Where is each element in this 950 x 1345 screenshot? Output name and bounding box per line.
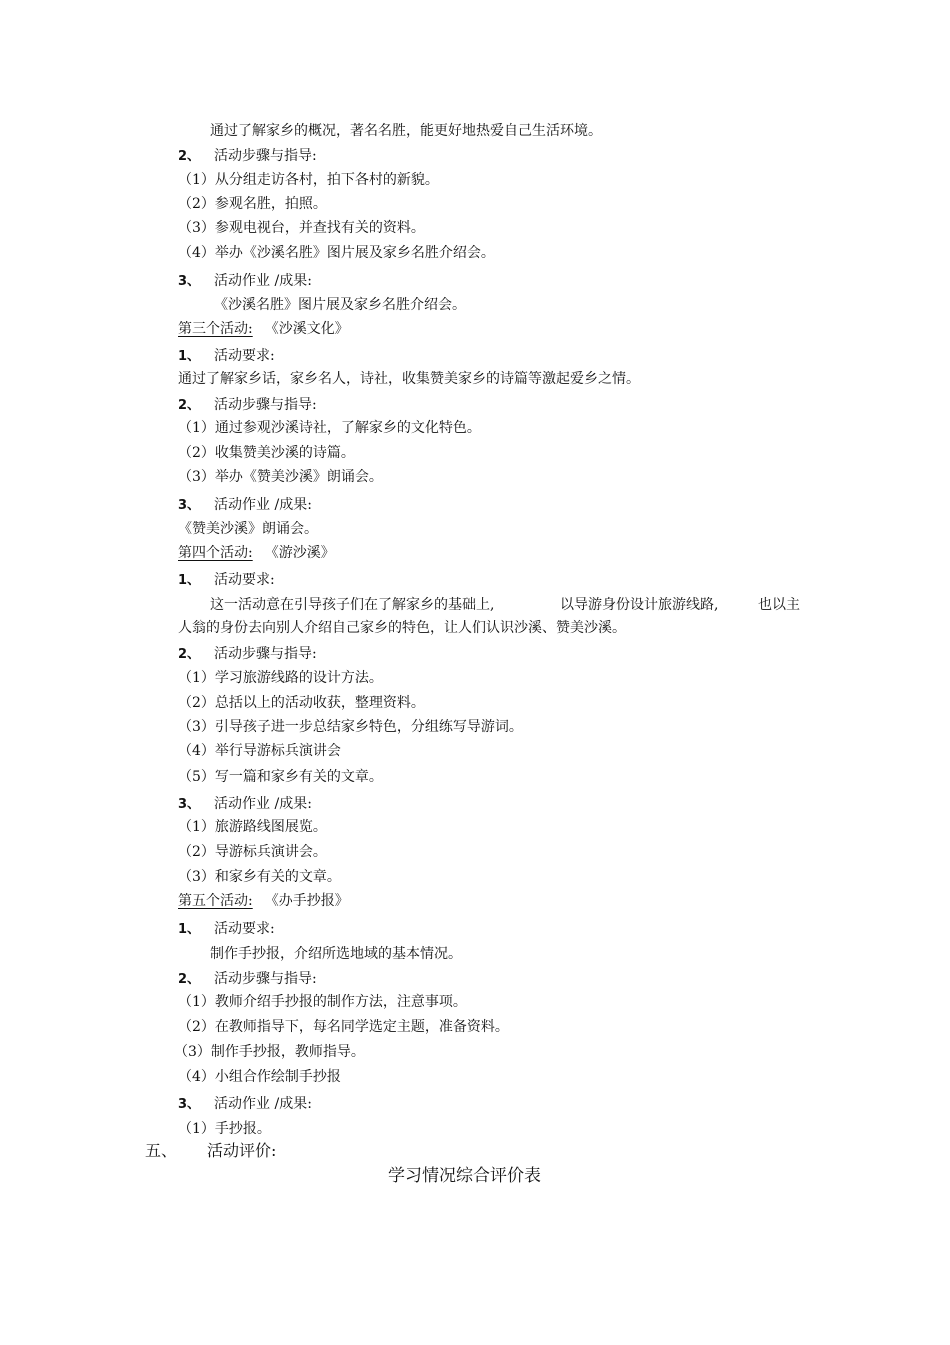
a2-steps-heading: 2、 活动步骤与指导: [178, 148, 317, 164]
a4-step-2: （2）总括以上的活动收获，整理资料。 [178, 695, 425, 711]
a3-step-3: （3）举办《赞美沙溪》朗诵会。 [178, 469, 383, 485]
a5-step-2: （2）在教师指导下，每名同学选定主题，准备资料。 [178, 1019, 509, 1035]
a5-req-heading: 1、 活动要求: [178, 921, 275, 937]
a2-step-3: （3）参观电视台，并查找有关的资料。 [178, 220, 425, 236]
a2-step-2: （2）参观名胜，拍照。 [178, 196, 327, 212]
a3-step-2: （2）收集赞美沙溪的诗篇。 [178, 445, 355, 461]
a4-steps-heading: 2、 活动步骤与指导: [178, 646, 317, 662]
a5-step-1: （1）教师介绍手抄报的制作方法，注意事项。 [178, 994, 467, 1010]
a5-step-3: （3）制作手抄报，教师指导。 [174, 1044, 365, 1060]
a4-req-text-part2: 以导游身份设计旅游线路, [560, 597, 719, 613]
section-5-heading: 五、 活动评价: [145, 1141, 277, 1160]
a2-step-1: （1）从分组走访各村，拍下各村的新貌。 [178, 172, 439, 188]
a4-req-text-part3: 也以主 [758, 597, 800, 613]
a4-result-2: （2）导游标兵演讲会。 [178, 844, 327, 860]
a4-step-1: （1）学习旅游线路的设计方法。 [178, 670, 383, 686]
a4-step-5: （5）写一篇和家乡有关的文章。 [178, 769, 383, 785]
a3-req-text: 通过了解家乡话，家乡名人，诗社，收集赞美家乡的诗篇等激起爱乡之情。 [178, 371, 640, 387]
a3-steps-heading: 2、 活动步骤与指导: [178, 397, 317, 413]
a4-req-heading: 1、 活动要求: [178, 572, 275, 588]
evaluation-table-title: 学习情况综合评价表 [388, 1166, 541, 1186]
a5-result-heading: 3、 活动作业 /成果: [178, 1096, 312, 1112]
a4-req-text-part1: 这一活动意在引导孩子们在了解家乡的基础上, [210, 597, 495, 613]
a4-step-4: （4）举行导游标兵演讲会 [178, 743, 341, 759]
a4-step-3: （3）引导孩子进一步总结家乡特色，分组练写导游词。 [178, 719, 523, 735]
a4-req-text-cont: 人翁的身份去向别人介绍自己家乡的特色，让人们认识沙溪、赞美沙溪。 [178, 620, 626, 636]
a2-result-heading: 3、 活动作业 /成果: [178, 273, 312, 289]
a3-heading: 第三个活动: 《沙溪文化》 [178, 321, 349, 337]
a2-result-text: 《沙溪名胜》图片展及家乡名胜介绍会。 [214, 297, 466, 313]
a3-step-1: （1）通过参观沙溪诗社，了解家乡的文化特色。 [178, 420, 481, 436]
a4-result-3: （3）和家乡有关的文章。 [178, 869, 341, 885]
a5-heading: 第五个活动: 《办手抄报》 [178, 893, 349, 909]
a3-req-heading: 1、 活动要求: [178, 348, 275, 364]
a3-result-text: 《赞美沙溪》朗诵会。 [178, 521, 318, 537]
a2-step-4: （4）举办《沙溪名胜》图片展及家乡名胜介绍会。 [178, 245, 495, 261]
a4-result-heading: 3、 活动作业 /成果: [178, 796, 312, 812]
a5-step-4: （4）小组合作绘制手抄报 [178, 1069, 341, 1085]
a3-result-heading: 3、 活动作业 /成果: [178, 497, 312, 513]
a4-heading: 第四个活动: 《游沙溪》 [178, 545, 335, 561]
a2-goal-text: 通过了解家乡的概况，著名名胜，能更好地热爱自己生活环境。 [210, 123, 602, 139]
a5-result-1: （1）手抄报。 [178, 1121, 271, 1137]
a5-steps-heading: 2、 活动步骤与指导: [178, 971, 317, 987]
a5-req-text: 制作手抄报，介绍所选地域的基本情况。 [210, 946, 462, 962]
a4-result-1: （1）旅游路线图展览。 [178, 819, 327, 835]
